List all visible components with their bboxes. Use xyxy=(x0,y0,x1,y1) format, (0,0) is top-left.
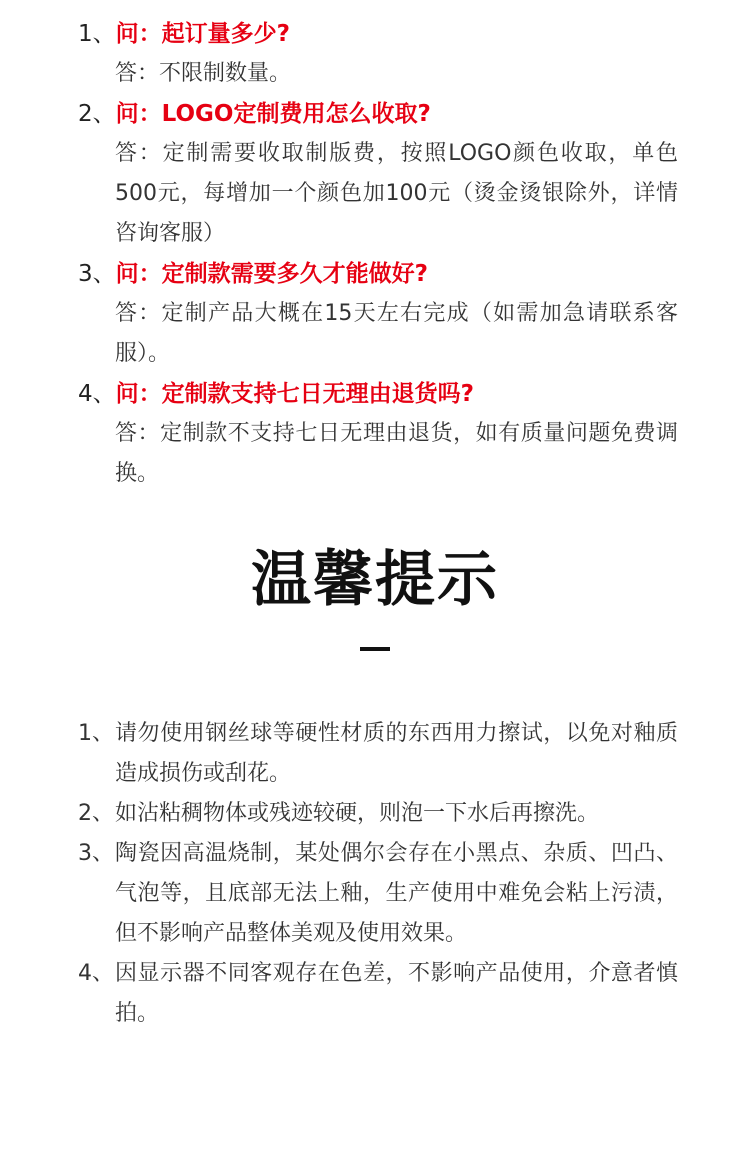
faq-number: 4、 xyxy=(78,381,116,407)
tip-number: 1、 xyxy=(78,721,114,746)
faq-question xyxy=(78,94,678,134)
tip-item-1 xyxy=(78,714,678,794)
faq-answer: 答：定制款不支持七日无理由退货，如有质量问题免费调换。 xyxy=(115,421,678,486)
faq-question-text: 问：定制款需要多久才能做好? xyxy=(115,261,428,287)
faq-question xyxy=(78,254,678,294)
faq-answer: 答：定制产品大概在15天左右完成（如需加急请联系客服）。 xyxy=(115,301,678,366)
faq-number: 1、 xyxy=(78,21,116,47)
tip-number: 4、 xyxy=(78,961,114,986)
tips-title: 温馨提示 xyxy=(251,545,499,615)
tip-item-4 xyxy=(78,954,678,1034)
faq-item-3 xyxy=(78,254,678,374)
faq-question-text: 问：起订量多少? xyxy=(115,21,290,47)
faq-item-2 xyxy=(78,94,678,254)
tip-text: 因显示器不同客观存在色差，不影响产品使用，介意者慎拍。 xyxy=(115,961,678,1026)
tip-text: 陶瓷因高温烧制，某处偶尔会存在小黑点、杂质、凹凸、气泡等，且底部无法上釉，生产使用中难免会粘上污渍，但不影响产品整体美观及使用效果。 xyxy=(115,841,678,946)
tips-section xyxy=(78,714,678,1034)
faq-question-text: 问：LOGO定制费用怎么收取? xyxy=(115,101,431,127)
faq-item-4 xyxy=(78,374,678,494)
faq-question xyxy=(78,14,678,54)
faq-section xyxy=(78,14,678,494)
tip-text: 请勿使用钢丝球等硬性材质的东西用力擦试，以免对釉质造成损伤或刮花。 xyxy=(115,721,678,786)
tip-number: 3、 xyxy=(78,841,114,866)
faq-number: 2、 xyxy=(78,101,116,127)
tip-number: 2、 xyxy=(78,801,114,826)
faq-question-text: 问：定制款支持七日无理由退货吗? xyxy=(115,381,474,407)
tip-item-2 xyxy=(78,794,678,834)
title-underline-divider xyxy=(360,647,390,651)
faq-question xyxy=(78,374,678,414)
faq-number: 3、 xyxy=(78,261,116,287)
tip-text: 如沾粘稠物体或残迹较硬，则泡一下水后再擦洗。 xyxy=(115,801,600,826)
faq-answer: 答：定制需要收取制版费，按照LOGO颜色收取，单色500元，每增加一个颜色加100元（烫金烫银除外，详情咨询客服） xyxy=(115,141,678,246)
tip-item-3 xyxy=(78,834,678,954)
faq-answer: 答：不限制数量。 xyxy=(115,61,292,86)
faq-item-1 xyxy=(78,14,678,94)
